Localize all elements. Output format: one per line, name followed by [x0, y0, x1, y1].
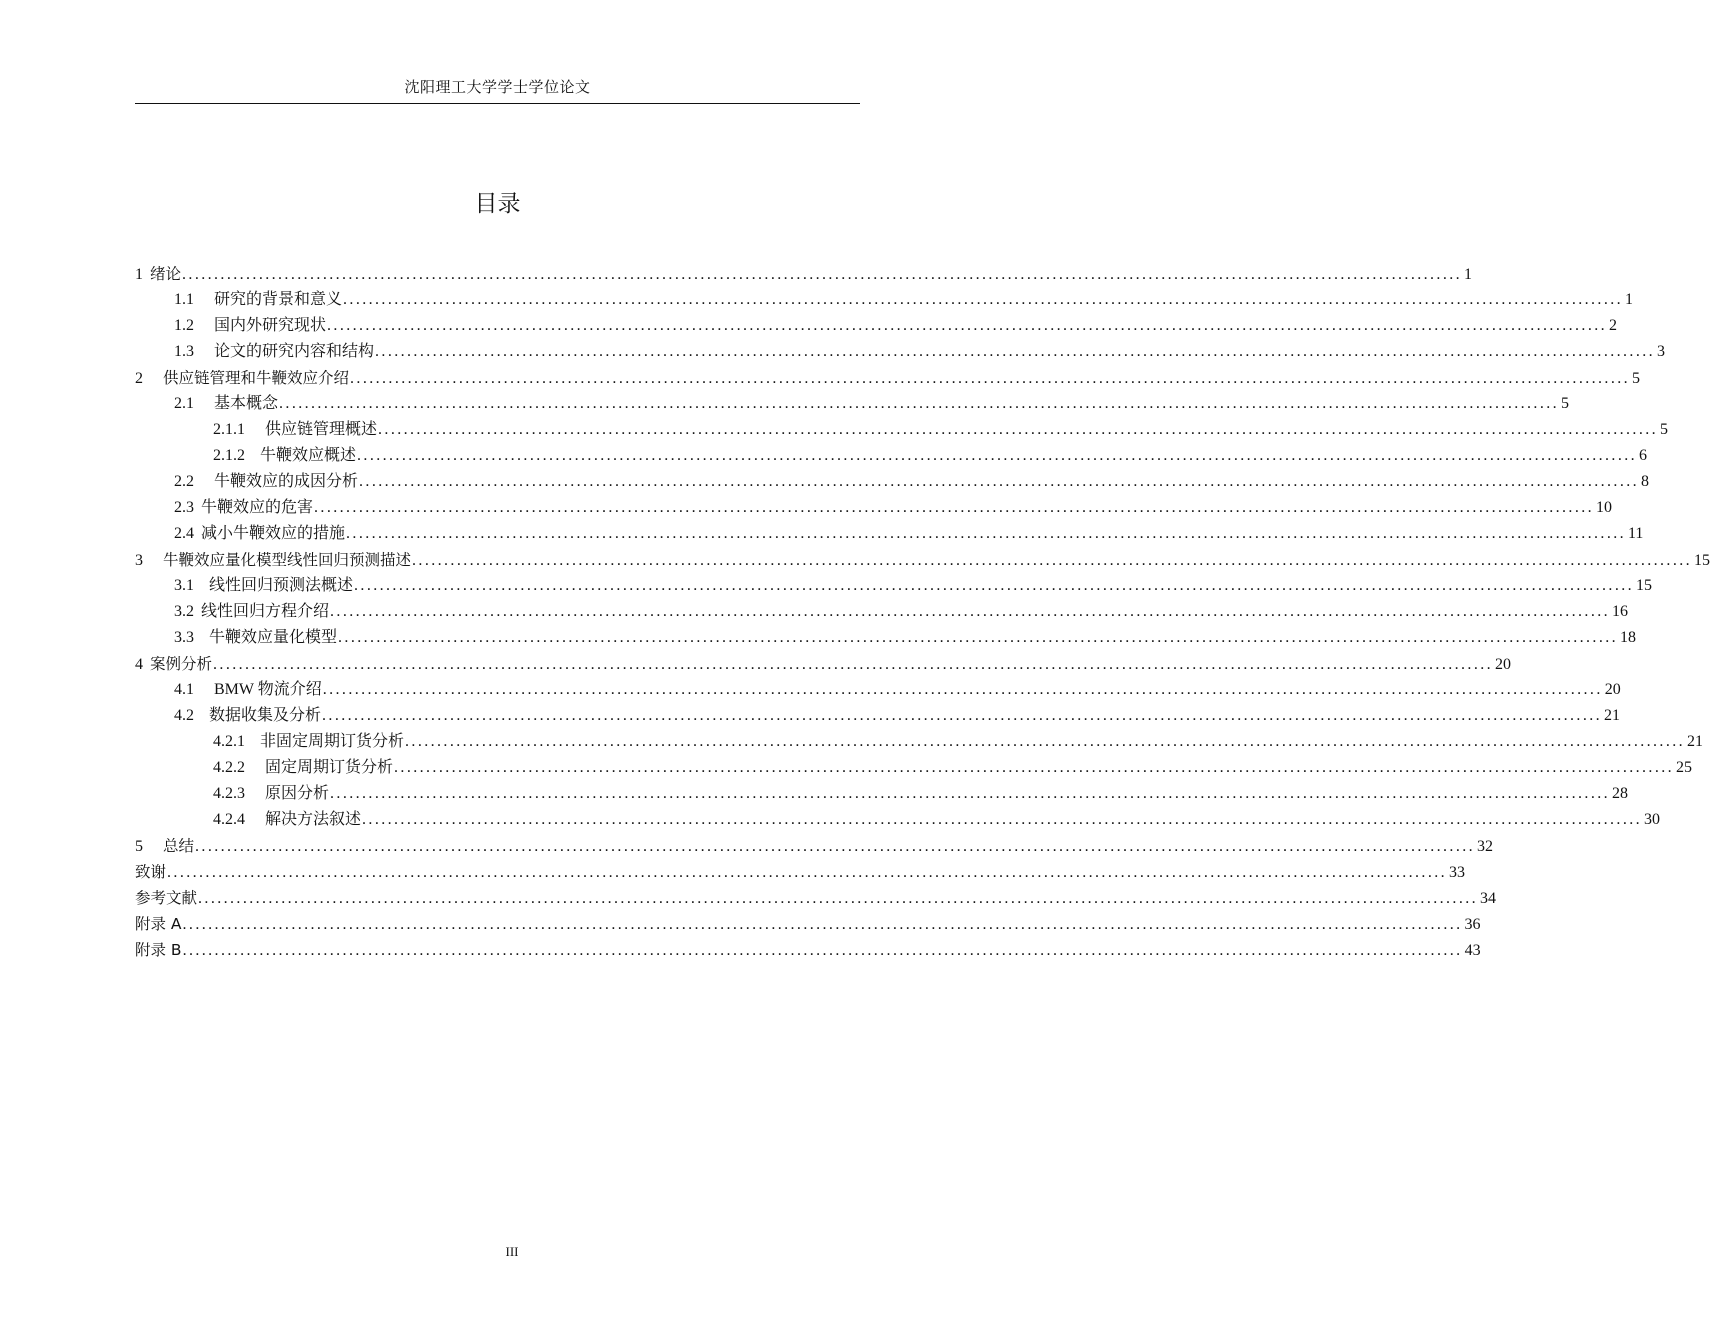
toc-entry[interactable] [135, 417, 1669, 443]
toc-entry-page: 21 [1687, 733, 1704, 750]
toc-entry-number: 2.2 [174, 473, 194, 490]
toc-entry-page: 5 [1632, 370, 1641, 387]
toc-entry[interactable] [135, 261, 1473, 287]
toc-dot-leader: ........................................................................................................................................................................................................ [375, 343, 1656, 360]
toc-entry-number: 4.2 [174, 707, 194, 724]
toc-entry-title: 牛鞭效应量化模型 [209, 629, 338, 646]
toc-entry-title: 基本概念 [214, 395, 279, 412]
header-rule [135, 103, 860, 104]
toc-entry-number: 1.3 [174, 343, 194, 360]
toc-entry[interactable] [135, 937, 1481, 963]
toc-entry[interactable] [135, 677, 1621, 703]
toc-entry-page: 15 [1694, 552, 1710, 569]
toc-entry[interactable] [135, 859, 1466, 885]
toc-entry-page: 10 [1596, 499, 1613, 516]
toc-dot-leader: ........................................................................................................................................................................................................ [405, 733, 1686, 750]
toc-entry-page: 3 [1657, 343, 1666, 360]
toc-entry-title: 参考文献 [135, 889, 198, 907]
toc-entry-page: 21 [1604, 707, 1621, 724]
toc-entry-page: 34 [1480, 890, 1497, 907]
toc-dot-leader: ........................................................................................................................................................................................................ [359, 473, 1640, 490]
toc-entry-page: 33 [1449, 864, 1466, 881]
toc-entry-page: 15 [1636, 577, 1653, 594]
toc-dot-leader: ........................................................................................................................................................................................................ [327, 317, 1608, 334]
toc-entry[interactable] [135, 547, 1710, 573]
toc-dot-leader: ........................................................................................................................................................................................................ [354, 577, 1635, 594]
toc-entry-page: 6 [1639, 447, 1648, 464]
toc-entry-title: 牛鞭效应量化模型线性回归预测描述 [163, 551, 412, 569]
toc-entry-title: 供应链管理概述 [265, 421, 378, 438]
toc-entry-title: 总结 [163, 837, 195, 855]
toc-entry[interactable] [135, 287, 1634, 313]
toc-dot-leader: ........................................................................................................................................................................................................ [279, 395, 1560, 412]
toc-dot-leader: ........................................................................................................................................................................................................ [314, 499, 1595, 516]
toc-entry-page: 1 [1464, 266, 1473, 283]
toc-entry-number: 2.3 [174, 499, 194, 516]
toc-entry-title: 绪论 [150, 265, 182, 283]
toc-dot-leader: ........................................................................................................................................................................................................ [213, 656, 1494, 673]
toc-entry[interactable] [135, 885, 1497, 911]
toc-entry[interactable] [135, 495, 1613, 521]
toc-entry[interactable] [135, 833, 1494, 859]
toc-entry-page: 8 [1641, 473, 1650, 490]
toc-entry-number: 2.1 [174, 395, 194, 412]
toc-dot-leader: ........................................................................................................................................................................................................ [357, 447, 1638, 464]
toc-entry-page: 16 [1612, 603, 1629, 620]
toc-entry-number: 2 [135, 370, 143, 387]
toc-entry-number: 2.1.1 [213, 421, 245, 438]
toc-entry[interactable] [135, 781, 1629, 807]
toc-entry-number: 1 [135, 266, 143, 283]
toc-dot-leader: ........................................................................................................................................................................................................ [182, 942, 1463, 959]
toc-entry-page: 28 [1612, 785, 1629, 802]
toc-entry-title: BMW 物流介绍 [214, 681, 322, 698]
toc-dot-leader: ........................................................................................................................................................................................................ [182, 916, 1463, 933]
toc-entry-number: 3.1 [174, 577, 194, 594]
toc-entry[interactable] [135, 911, 1481, 937]
toc-entry-number: 2.1.2 [213, 447, 245, 464]
toc-entry-page: 30 [1644, 811, 1661, 828]
toc-entry-number: 4.2.4 [213, 811, 245, 828]
toc-entry-page: 2 [1609, 317, 1618, 334]
toc-entry-title: 牛鞭效应的危害 [201, 499, 314, 516]
toc-entry[interactable] [135, 391, 1570, 417]
toc-dot-leader: ........................................................................................................................................................................................................ [167, 864, 1448, 881]
toc-entry-page: 20 [1604, 681, 1621, 698]
page-number: III [505, 1244, 519, 1259]
toc-entry-page: 5 [1660, 421, 1669, 438]
toc-entry-title: 线性回归方程介绍 [201, 603, 330, 620]
toc-entry-number: 3 [135, 552, 143, 569]
toc-entry-page: 11 [1628, 525, 1644, 542]
toc-entry-number: 3.2 [174, 603, 194, 620]
table-of-contents [135, 261, 1710, 963]
toc-entry[interactable] [135, 443, 1648, 469]
toc-dot-leader: ........................................................................................................................................................................................................ [412, 552, 1693, 569]
toc-entry-page: 43 [1464, 942, 1481, 959]
toc-dot-leader: ........................................................................................................................................................................................................ [350, 370, 1631, 387]
toc-entry-page: 32 [1477, 838, 1494, 855]
toc-dot-leader: ........................................................................................................................................................................................................ [322, 681, 1603, 698]
toc-entry[interactable] [135, 469, 1650, 495]
toc-entry[interactable] [135, 521, 1644, 547]
toc-dot-leader: ........................................................................................................................................................................................................ [378, 421, 1659, 438]
toc-dot-leader: ........................................................................................................................................................................................................ [195, 838, 1476, 855]
toc-entry-number: 1.1 [174, 291, 194, 308]
toc-entry-number: 3.3 [174, 629, 194, 646]
toc-entry-page: 36 [1464, 916, 1481, 933]
toc-entry-title: 线性回归预测法概述 [209, 577, 354, 594]
toc-entry-number: 1.2 [174, 317, 194, 334]
toc-entry[interactable] [135, 703, 1621, 729]
toc-entry-title: 附录 A [135, 915, 182, 933]
toc-entry-number: 4 [135, 656, 143, 673]
toc-entry[interactable] [135, 573, 1653, 599]
toc-entry[interactable] [135, 599, 1629, 625]
toc-title: 目录 [474, 191, 521, 217]
toc-entry-title: 数据收集及分析 [209, 707, 322, 724]
toc-entry-title: 减小牛鞭效应的措施 [201, 525, 346, 542]
toc-entry-title: 牛鞭效应概述 [260, 447, 357, 464]
toc-entry-title: 案例分析 [150, 655, 213, 673]
toc-entry[interactable] [135, 365, 1641, 391]
toc-dot-leader: ........................................................................................................................................................................................................ [362, 811, 1643, 828]
toc-entry[interactable] [135, 755, 1693, 781]
toc-entry[interactable] [135, 651, 1512, 677]
toc-entry-title: 国内外研究现状 [214, 317, 327, 334]
toc-dot-leader: ........................................................................................................................................................................................................ [322, 707, 1603, 724]
toc-entry-number: 4.1 [174, 681, 194, 698]
toc-entry-title: 论文的研究内容和结构 [214, 343, 375, 360]
toc-entry-title: 解决方法叙述 [265, 811, 362, 828]
toc-entry-title: 致谢 [135, 863, 167, 881]
toc-entry[interactable] [135, 313, 1618, 339]
toc-entry[interactable] [135, 729, 1704, 755]
toc-entry-page: 18 [1620, 629, 1637, 646]
toc-entry[interactable] [135, 807, 1661, 833]
toc-dot-leader: ........................................................................................................................................................................................................ [338, 629, 1619, 646]
toc-entry-number: 2.4 [174, 525, 194, 542]
toc-dot-leader: ........................................................................................................................................................................................................ [182, 266, 1463, 283]
toc-dot-leader: ........................................................................................................................................................................................................ [394, 759, 1675, 776]
toc-entry-title: 附录 B [135, 941, 182, 959]
toc-dot-leader: ........................................................................................................................................................................................................ [330, 603, 1611, 620]
toc-entry-page: 1 [1625, 291, 1634, 308]
toc-entry-number: 5 [135, 838, 143, 855]
toc-entry-number: 4.2.1 [213, 733, 245, 750]
toc-entry-page: 5 [1561, 395, 1570, 412]
toc-dot-leader: ........................................................................................................................................................................................................ [198, 890, 1479, 907]
toc-entry-page: 20 [1495, 656, 1512, 673]
toc-entry[interactable] [135, 339, 1666, 365]
toc-entry[interactable] [135, 625, 1637, 651]
page-header: 沈阳理工大学学士学位论文 [404, 80, 591, 96]
toc-entry-title: 供应链管理和牛鞭效应介绍 [163, 369, 350, 387]
toc-entry-number: 4.2.2 [213, 759, 245, 776]
toc-entry-title: 原因分析 [265, 785, 330, 802]
toc-entry-title: 非固定周期订货分析 [260, 733, 405, 750]
toc-entry-title: 固定周期订货分析 [265, 759, 394, 776]
toc-entry-number: 4.2.3 [213, 785, 245, 802]
toc-entry-page: 25 [1676, 759, 1693, 776]
toc-dot-leader: ........................................................................................................................................................................................................ [346, 525, 1627, 542]
toc-entry-title: 牛鞭效应的成因分析 [214, 473, 359, 490]
toc-dot-leader: ........................................................................................................................................................................................................ [343, 291, 1624, 308]
toc-entry-title: 研究的背景和意义 [214, 291, 343, 308]
toc-dot-leader: ........................................................................................................................................................................................................ [330, 785, 1611, 802]
